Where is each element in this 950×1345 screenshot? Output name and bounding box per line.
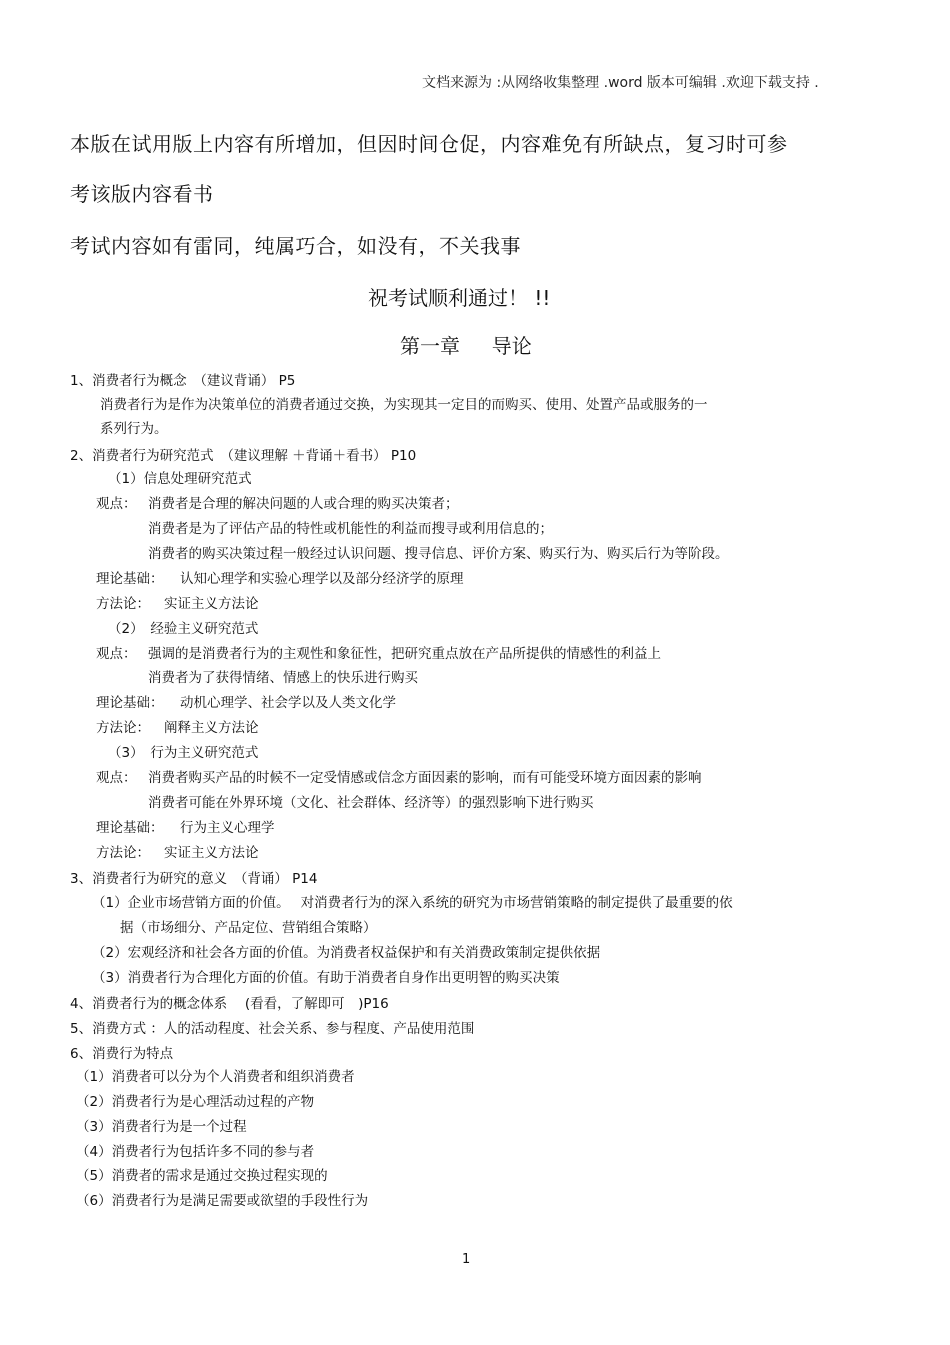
intro-line-2: 考该版内容看书 [70,182,214,206]
chapter-title: 第一章 导论 [400,334,532,358]
section-3-item-2: （2）宏观经济和社会各方面的价值。为消费者权益保护和有关消费政策制定提供依据 [92,945,601,961]
intro-line-3: 考试内容如有雷同，纯属巧合，如没有，不关我事 [70,234,521,258]
source-note: 文档来源为 :从网络收集整理 .word 版本可编辑 .欢迎下载支持 . [422,75,819,91]
paradigm-2-view-label: 观点： [96,646,137,662]
paradigm-3-view-2: 消费者可能在外界环境（文化、社会群体、经济等）的强烈影响下进行购买 [148,795,594,811]
section-6-item-6: （6）消费者行为是满足需要或欲望的手段性行为 [76,1193,369,1209]
paradigm-2-method: 阐释主义方法论 [164,720,259,736]
page-number: 1 [462,1252,471,1267]
section-3-heading: 3、消费者行为研究的意义 （背诵） P14 [70,871,318,887]
paradigm-2-view-1: 强调的是消费者行为的主观性和象征性，把研究重点放在产品所提供的情感性的利益上 [148,646,661,662]
section-1-text-line-2: 系列行为。 [100,421,168,437]
section-2-heading: 2、消费者行为研究范式 （建议理解 ＋背诵＋看书） P10 [70,448,417,464]
wish-line: 祝考试顺利通过！ !! [368,286,551,310]
intro-line-1: 本版在试用版上内容有所增加，但因时间仓促，内容难免有所缺点，复习时可参 [70,132,788,156]
paradigm-1-theory-label: 理论基础： [96,571,164,587]
paradigm-1-title: （1）信息处理研究范式 [108,471,252,487]
section-5-heading: 5、消费方式 ：人的活动程度、社会关系、参与程度、产品使用范围 [70,1021,475,1037]
paradigm-2-theory-label: 理论基础： [96,695,164,711]
paradigm-1-view-2: 消费者是为了评估产品的特性或机能性的利益而搜寻或利用信息的； [148,521,553,537]
paradigm-3-method-label: 方法论： [96,845,150,861]
section-6-heading: 6、消费行为特点 [70,1046,174,1062]
paradigm-1-method: 实证主义方法论 [164,596,259,612]
paradigm-3-method: 实证主义方法论 [164,845,259,861]
section-3-item-1-line-1: （1）企业市场营销方面的价值。 对消费者行为的深入系统的研究为市场营销策略的制定提供了最重要的依 [92,895,733,911]
paradigm-1-theory: 认知心理学和实验心理学以及部分经济学的原理 [180,571,464,587]
paradigm-2-theory: 动机心理学、社会学以及人类文化学 [180,695,396,711]
paradigm-3-theory: 行为主义心理学 [180,820,275,836]
section-4-heading: 4、消费者行为的概念体系 (看看，了解即可 )P16 [70,996,389,1012]
paradigm-3-title: （3） 行为主义研究范式 [108,745,259,761]
section-1-text-line-1: 消费者行为是作为决策单位的消费者通过交换，为实现其一定目的而购买、使用、处置产品或服务的一 [100,397,708,413]
section-6-item-2: （2）消费者行为是心理活动过程的产物 [76,1094,315,1110]
paradigm-1-view-label: 观点： [96,496,137,512]
paradigm-3-view-label: 观点： [96,770,137,786]
paradigm-3-theory-label: 理论基础： [96,820,164,836]
section-6-item-5: （5）消费者的需求是通过交换过程实现的 [76,1168,328,1184]
paradigm-2-title: （2） 经验主义研究范式 [108,621,259,637]
section-3-item-1-line-2: 据（市场细分、产品定位、营销组合策略） [120,920,377,936]
paradigm-1-view-1: 消费者是合理的解决问题的人或合理的购买决策者； [148,496,459,512]
section-6-item-3: （3）消费者行为是一个过程 [76,1119,247,1135]
paradigm-1-view-3: 消费者的购买决策过程一般经过认识问题、搜寻信息、评价方案、购买行为、购买后行为等阶段。 [148,546,729,562]
section-1-heading: 1、消费者行为概念 （建议背诵） P5 [70,373,296,389]
paradigm-2-method-label: 方法论： [96,720,150,736]
section-6-item-1: （1）消费者可以分为个人消费者和组织消费者 [76,1069,355,1085]
paradigm-3-view-1: 消费者购买产品的时候不一定受情感或信念方面因素的影响，而有可能受环境方面因素的影响 [148,770,702,786]
paradigm-2-view-2: 消费者为了获得情绪、情感上的快乐进行购买 [148,670,418,686]
section-6-item-4: （4）消费者行为包括许多不同的参与者 [76,1144,315,1160]
paradigm-1-method-label: 方法论： [96,596,150,612]
section-3-item-3: （3）消费者行为合理化方面的价值。有助于消费者自身作出更明智的购买决策 [92,970,560,986]
